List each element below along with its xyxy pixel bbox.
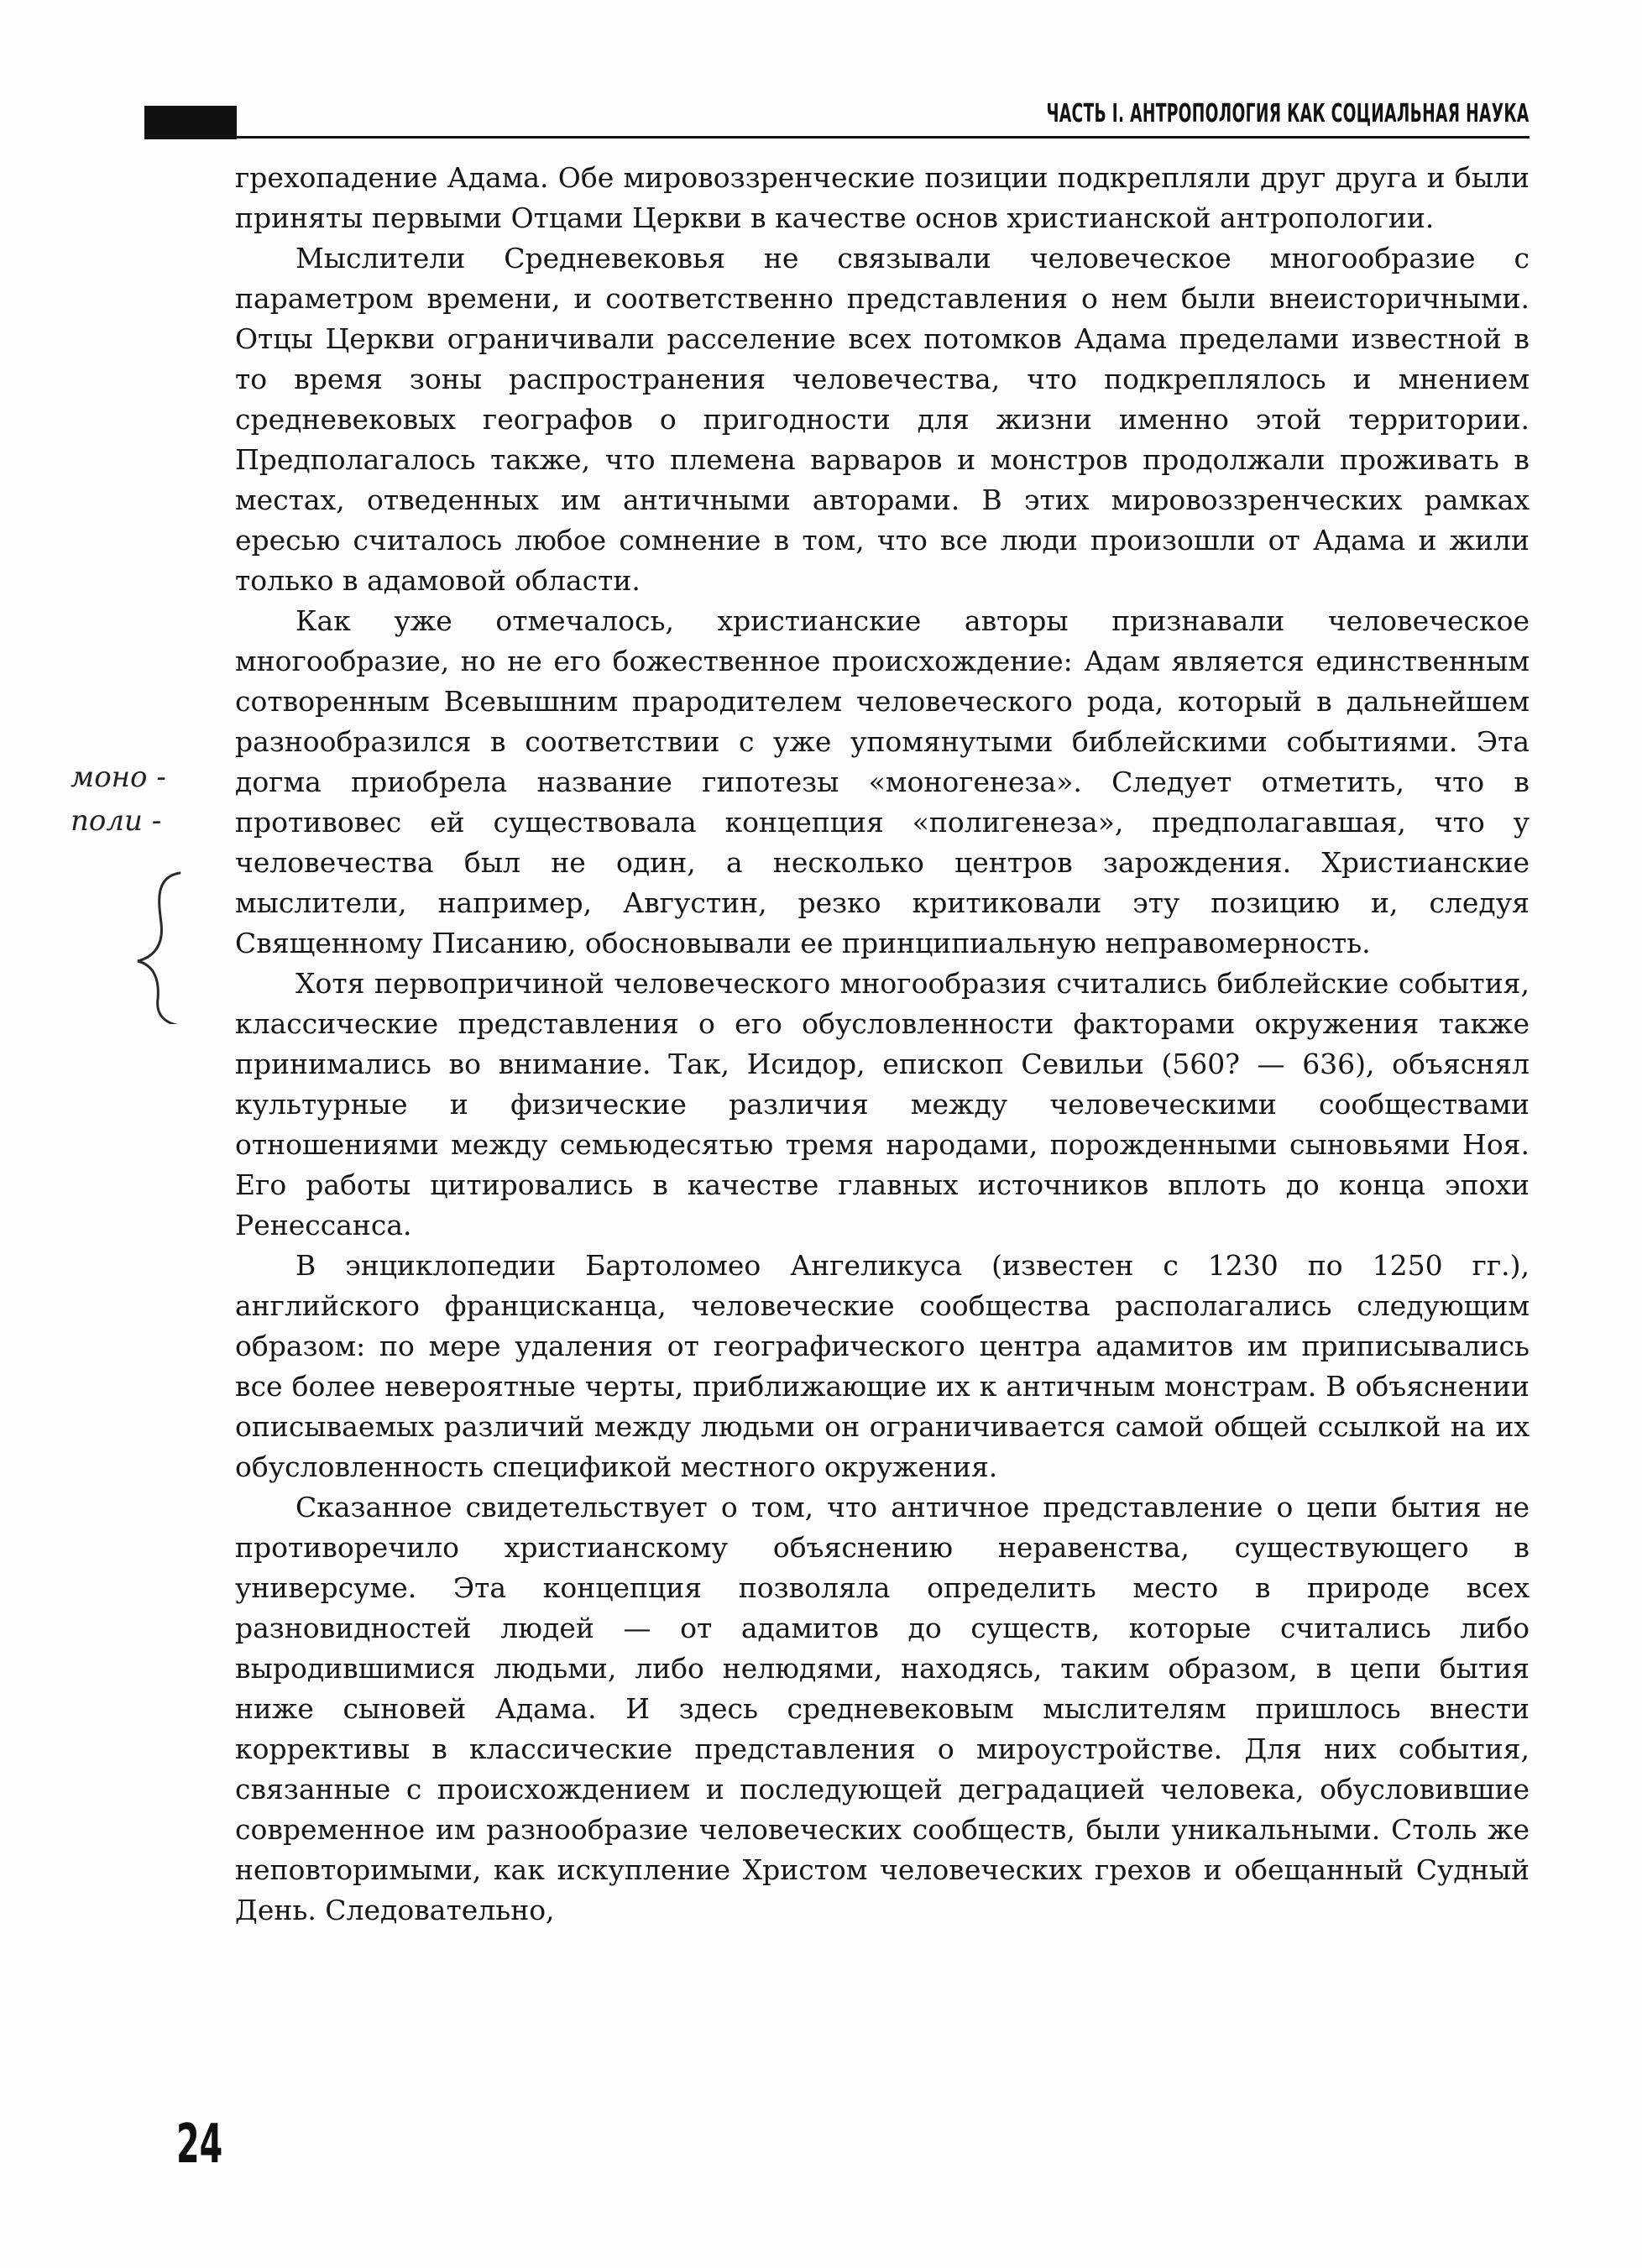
- page-number: 24: [176, 2114, 223, 2176]
- handwritten-brace-icon: [71, 755, 222, 1024]
- handwritten-note-line-2: поли -: [71, 804, 162, 838]
- handwritten-note-line-1: моно -: [71, 760, 166, 794]
- running-head: ЧАСТЬ I. АНТРОПОЛОГИЯ КАК СОЦИАЛЬНАЯ НАУКА: [1046, 99, 1530, 128]
- paragraph-6: Сказанное свидетельствует о том, что античное представление о цепи бытия не противоречило христианскому объяснению неравенства, существующего в универсуме. Эта концепция позволяла определить место в природе всех разновидностей людей — от адамитов до существ, которые считались либо выродившимися людьми, либо нелюдями, находясь, таким образом, в цепи бытия ниже сыновей Адама. И здесь средневековым мыслителям пришлось внести коррективы в классические представления о мироустройстве. Для них события, связанные с происхождением и последующей деградацией человека, обусловившие современное им разнообразие человеческих сообществ, были уникальными. Столь же неповторимыми, как искупление Христом человеческих грехов и обещанный Судный День. Следовательно,: [235, 1491, 1530, 1926]
- handwritten-brace: [71, 755, 222, 1024]
- body-text: [235, 158, 1530, 1931]
- paragraph-5: В энциклопедии Бартоломео Ангеликуса (известен с 1230 по 1250 гг.), английского францисканца, человеческие сообщества располагались следующим образом: по мере удаления от географического центра адамитов им приписывались все более невероятные черты, приближающие их к античным монстрам. В объяснении описываемых различий между людьми он ограничивается самой общей ссылкой на их обусловленность спецификой местного окружения.: [235, 1249, 1530, 1483]
- header-black-bar: [144, 106, 237, 139]
- paragraph-4: Хотя первопричиной человеческого многообразия считались библейские события, классические представления о его обусловленности факторами окружения также принимались во внимание. Так, Исидор, епископ Севильи (560? — 636), объяснял культурные и физические различия между человеческими сообществами отношениями между семьюдесятью тремя народами, порожденными сыновьями Ноя. Его работы цитировались в качестве главных источников вплоть до конца эпохи Ренессанса.: [235, 967, 1530, 1241]
- header-rule: [144, 136, 1530, 138]
- paragraph-3: Как уже отмечалось, христианские авторы признавали человеческое многообразие, но не его божественное происхождение: Адам является единственным сотворенным Всевышним прародителем человеческого рода, который в дальнейшем разнообразился в соответствии с уже упомянутыми библейскими событиями. Эта догма приобрела название гипотезы «моногенеза». Следует отметить, что в противовес ей существовала концепция «полигенеза», предполагавшая, что у человечества был не один, а несколько центров зарождения. Христианские мыслители, например, Августин, резко критиковали эту позицию и, следуя Священному Писанию, обосновывали ее принципиальную неправомерность.: [235, 604, 1530, 959]
- paragraph-2: Мыслители Средневековья не связывали человеческое многообразие с параметром времени, и соответственно представления о нем были внеисторичными. Отцы Церкви ограничивали расселение всех потомков Адама пределами известной в то время зоны распространения человечества, что подкреплялось и мнением средневековых географов о пригодности для жизни именно этой территории. Предполагалось также, что племена варваров и монстров продолжали проживать в местах, отведенных им античными авторами. В этих мировоззренческих рамках ересью считалось любое сомнение в том, что все люди произошли от Адама и жили только в адамовой области.: [235, 242, 1530, 597]
- paragraph-1: грехопадение Адама. Обе мировоззренческие позиции подкрепляли друг друга и были приняты первыми Отцами Церкви в качестве основ христианской антропологии.: [235, 161, 1530, 234]
